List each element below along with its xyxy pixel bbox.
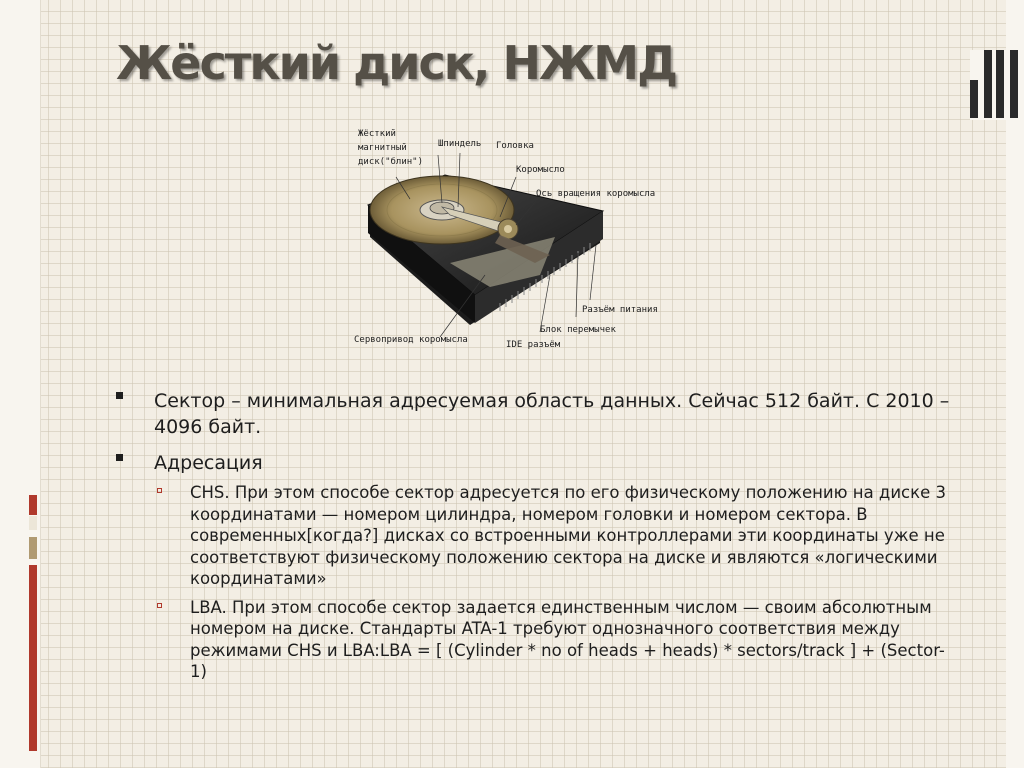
label-actuator: Сервопривод коромысла xyxy=(354,335,468,345)
sub-bullet-text: LBA. При этом способе сектор задается единственным числом — своим абсолютным номером на диске. Стандарты ATA-1 требуют однозначного соответствия между режимами CHS и LBA:LBA = [ (Cylinder * no of heads + heads) * sectors/track ] + (Sector-1) xyxy=(190,597,945,681)
label-ide-connector: IDE разъём xyxy=(506,340,561,350)
accent-bar-red-long xyxy=(29,565,37,751)
square-bullet-icon xyxy=(116,392,123,399)
label-spindle: Шпиндель xyxy=(438,139,482,149)
sub-bullet-item xyxy=(154,482,950,590)
hard-disk-diagram xyxy=(350,125,680,355)
bullet-list xyxy=(112,388,972,690)
sub-bullet-text: CHS. При этом способе сектор адресуется по его физическому положению на диске 3 координатами — номером цилиндра, номером головки и номером сектора. В современных[когда?] дисках со встроенными контроллерами эти координаты уже не соответствуют физическому положению сектора на диске и являются «логическими координатами» xyxy=(190,483,946,588)
label-arm-axis: Ось вращения коромысла xyxy=(536,189,656,199)
bullet-item xyxy=(112,388,972,440)
label-head: Головка xyxy=(496,141,534,151)
accent-bar-tan xyxy=(29,537,37,559)
square-bullet-icon xyxy=(116,454,123,461)
hollow-square-bullet-icon xyxy=(157,603,162,608)
label-jumper-block: Блок перемычек xyxy=(540,325,616,335)
label-platter-line2: магнитный xyxy=(358,143,407,153)
corner-decoration-icon xyxy=(970,50,1022,120)
label-platter-line1: Жёсткий xyxy=(358,129,396,139)
bullet-text: Адресация xyxy=(154,452,263,474)
slide-title: Жёсткий диск, НЖМД xyxy=(116,36,677,90)
accent-bar-red-top xyxy=(29,495,37,515)
hollow-square-bullet-icon xyxy=(157,488,162,493)
label-power-connector: Разъём питания xyxy=(582,305,658,315)
label-arm: Коромысло xyxy=(516,165,565,175)
bullet-item xyxy=(112,450,972,476)
bullet-text: Сектор – минимальная адресуемая область данных. Сейчас 512 байт. С 2010 – 4096 байт. xyxy=(154,390,950,438)
sub-bullet-item xyxy=(154,597,950,683)
label-platter-line3: диск("блин") xyxy=(358,157,424,167)
accent-bar-light xyxy=(29,516,37,530)
